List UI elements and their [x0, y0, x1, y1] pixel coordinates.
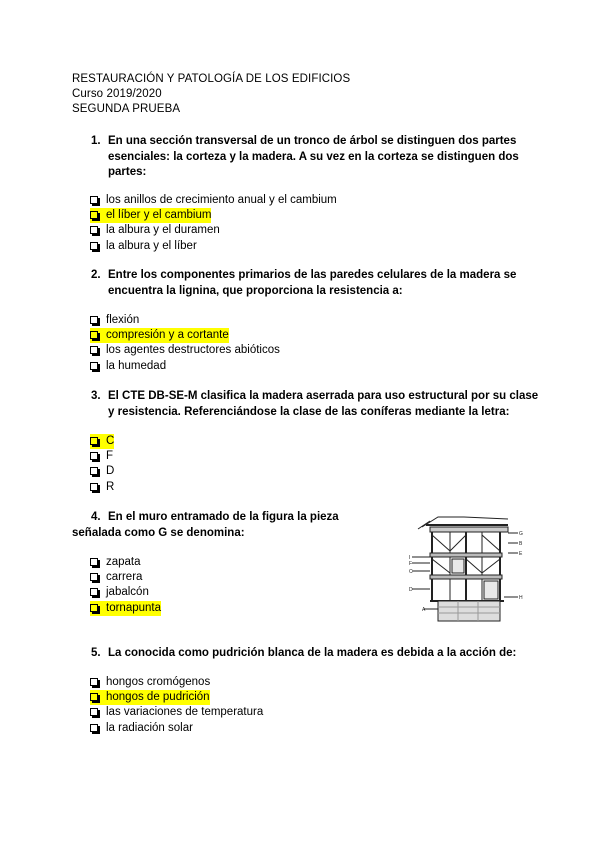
- option[interactable]: flexión: [90, 313, 280, 328]
- option-selected[interactable]: el líber y el cambium: [90, 208, 337, 223]
- option[interactable]: R: [90, 480, 114, 495]
- exam-title: SEGUNDA PRUEBA: [72, 103, 181, 115]
- question-text-line: y resistencia. Referenciándose la clase de las coníferas mediante la letra:: [108, 405, 510, 418]
- option[interactable]: la humedad: [90, 359, 280, 374]
- course-year: Curso 2019/2020: [72, 88, 162, 100]
- option[interactable]: D: [90, 464, 114, 479]
- checkbox-icon[interactable]: [90, 196, 98, 204]
- option-selected[interactable]: compresión y a cortante: [90, 328, 280, 343]
- checkbox-icon[interactable]: [90, 226, 98, 234]
- question-number: 2.: [91, 269, 101, 281]
- options-2: [90, 313, 280, 374]
- option-selected[interactable]: tornapunta: [90, 601, 161, 616]
- checkbox-icon[interactable]: [90, 452, 98, 460]
- figure-label-d: D: [409, 587, 413, 593]
- checkbox-icon[interactable]: [90, 573, 98, 581]
- option[interactable]: la radiación solar: [90, 721, 263, 736]
- figure-label-c: C: [409, 569, 413, 575]
- question-number: 3.: [91, 390, 101, 402]
- course-title: RESTAURACIÓN Y PATOLOGÍA DE LOS EDIFICIOS: [72, 73, 351, 85]
- document-header: [72, 72, 350, 117]
- checkbox-icon[interactable]: [90, 693, 98, 701]
- option[interactable]: carrera: [90, 570, 161, 585]
- question-5: [91, 646, 516, 662]
- checkbox-icon[interactable]: [90, 242, 98, 250]
- figure-label-h: H: [519, 595, 523, 601]
- option[interactable]: zapata: [90, 555, 161, 570]
- checkbox-icon[interactable]: [90, 724, 98, 732]
- question-text-line: La conocida como pudrición blanca de la madera es debida a la acción de:: [108, 647, 517, 659]
- option[interactable]: hongos cromógenos: [90, 675, 263, 690]
- question-text-line: esenciales: la corteza y la madera. A su vez en la corteza se distinguen dos: [108, 150, 519, 163]
- option[interactable]: los agentes destructores abióticos: [90, 343, 280, 358]
- figure-label-b: B: [519, 541, 523, 547]
- checkbox-icon[interactable]: [90, 678, 98, 686]
- question-number: 5.: [91, 647, 101, 659]
- question-4: [91, 510, 339, 526]
- checkbox-icon[interactable]: [90, 331, 98, 339]
- option[interactable]: las variaciones de temperatura: [90, 705, 263, 720]
- option-selected[interactable]: C: [90, 434, 114, 449]
- figure-label-a: A: [422, 607, 426, 613]
- figure-label-g: G: [519, 531, 523, 537]
- option[interactable]: la albura y el líber: [90, 239, 337, 254]
- checkbox-icon[interactable]: [90, 588, 98, 596]
- question-text-line: Entre los componentes primarios de las paredes celulares de la madera se: [108, 269, 517, 281]
- checkbox-icon[interactable]: [90, 483, 98, 491]
- option[interactable]: los anillos de crecimiento anual y el cambium: [90, 193, 337, 208]
- figure-label-f: F: [409, 561, 413, 567]
- checkbox-icon[interactable]: [90, 211, 98, 219]
- question-2: [91, 268, 516, 299]
- checkbox-icon[interactable]: [90, 316, 98, 324]
- figure-label-e: E: [519, 551, 523, 557]
- question-text-line: encuentra la lignina, que proporciona la resistencia a:: [108, 284, 403, 297]
- checkbox-icon[interactable]: [90, 346, 98, 354]
- checkbox-icon[interactable]: [90, 604, 98, 612]
- option[interactable]: jabalcón: [90, 585, 161, 600]
- option[interactable]: la albura y el duramen: [90, 223, 337, 238]
- question-number: 4.: [91, 511, 101, 523]
- options-3: [90, 434, 114, 495]
- checkbox-icon[interactable]: [90, 708, 98, 716]
- options-5: [90, 675, 263, 736]
- question-number: 1.: [91, 135, 101, 147]
- checkbox-icon[interactable]: [90, 558, 98, 566]
- question-text-line: En el muro entramado de la figura la pieza: [108, 511, 339, 523]
- timber-frame-wall-figure: [408, 513, 528, 623]
- options-4: [90, 555, 161, 616]
- option[interactable]: F: [90, 449, 114, 464]
- question-text-line: El CTE DB-SE-M clasifica la madera aserrada para uso estructural por su clase: [108, 390, 539, 402]
- question-3: [91, 389, 538, 420]
- checkbox-icon[interactable]: [90, 467, 98, 475]
- checkbox-icon[interactable]: [90, 362, 98, 370]
- figure-label-i: I: [409, 555, 411, 561]
- question-text-line: partes:: [108, 166, 147, 178]
- options-1: [90, 193, 337, 254]
- checkbox-icon[interactable]: [90, 437, 98, 445]
- option-selected[interactable]: hongos de pudrición: [90, 690, 263, 705]
- question-text-line: En una sección transversal de un tronco de árbol se distinguen dos partes: [108, 135, 517, 147]
- question-1: [91, 134, 519, 181]
- question-4-cont: [72, 526, 245, 542]
- question-text-line: señalada como G se denomina:: [72, 527, 245, 539]
